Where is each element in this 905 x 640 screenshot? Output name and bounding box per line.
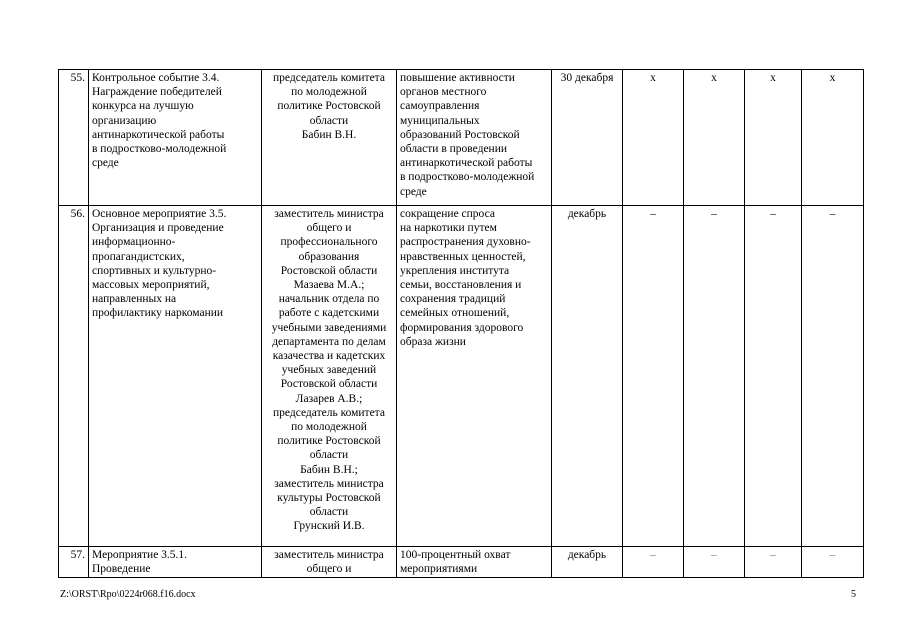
due-date: 30 декабря [552,70,623,206]
mark-cell: x [802,70,864,206]
expected-result: повышение активности органов местного самоуправления муниципальных образований Ростовской области в проведении антинаркотической работы в подростково-молодежной среде [397,70,552,206]
mark-cell: – [623,547,684,578]
mark-cell: x [745,70,802,206]
responsible-executor: заместитель министра общего и [262,547,397,578]
mark-cell: – [802,206,864,547]
due-date: декабрь [552,547,623,578]
expected-result: сокращение спроса на наркотики путем распространения духовно- нравственных ценностей, укрепления института семьи, восстановления и сохранения традиций семейных отношений, формирования здорового образа жизни [397,206,552,547]
mark-cell: – [684,206,745,547]
mark-cell: – [684,547,745,578]
due-date: декабрь [552,206,623,547]
mark-cell: – [623,206,684,547]
mark-cell: – [802,547,864,578]
event-name: Контрольное событие 3.4. Награждение победителей конкурса на лучшую организацию антинаркотической работы в подростково-молодежной среде [89,70,262,206]
event-name: Основное мероприятие 3.5. Организация и проведение информационно- пропагандистских, спортивных и культурно- массовых мероприятий, направленных на профилактику наркомании [89,206,262,547]
event-name: Мероприятие 3.5.1. Проведение [89,547,262,578]
document-file-path: Z:\ORST\Rpo\0224r068.f16.docx [60,589,196,600]
expected-result: 100-процентный охват мероприятиями [397,547,552,578]
row-number: 56. [59,206,89,547]
table-row [59,547,864,578]
responsible-executor: заместитель министра общего и профессионального образования Ростовской области Мазаева М.А.; начальник отдела по работе с кадетскими учебными заведениями департамента по делам казачества и кадетских учебных заведений Ростовской области Лазарев А.В.; председатель комитета по молодежной политике Ростовской области Бабин В.Н.; заместитель министра культуры Ростовской области Грунский И.В. [262,206,397,547]
row-number: 55. [59,70,89,206]
mark-cell: – [745,206,802,547]
table-row [59,206,864,547]
table-row [59,70,864,206]
responsible-executor: председатель комитета по молодежной политике Ростовской области Бабин В.Н. [262,70,397,206]
mark-cell: x [684,70,745,206]
mark-cell: – [745,547,802,578]
row-number: 57. [59,547,89,578]
page-number: 5 [851,589,856,600]
plan-table [58,69,864,578]
mark-cell: x [623,70,684,206]
